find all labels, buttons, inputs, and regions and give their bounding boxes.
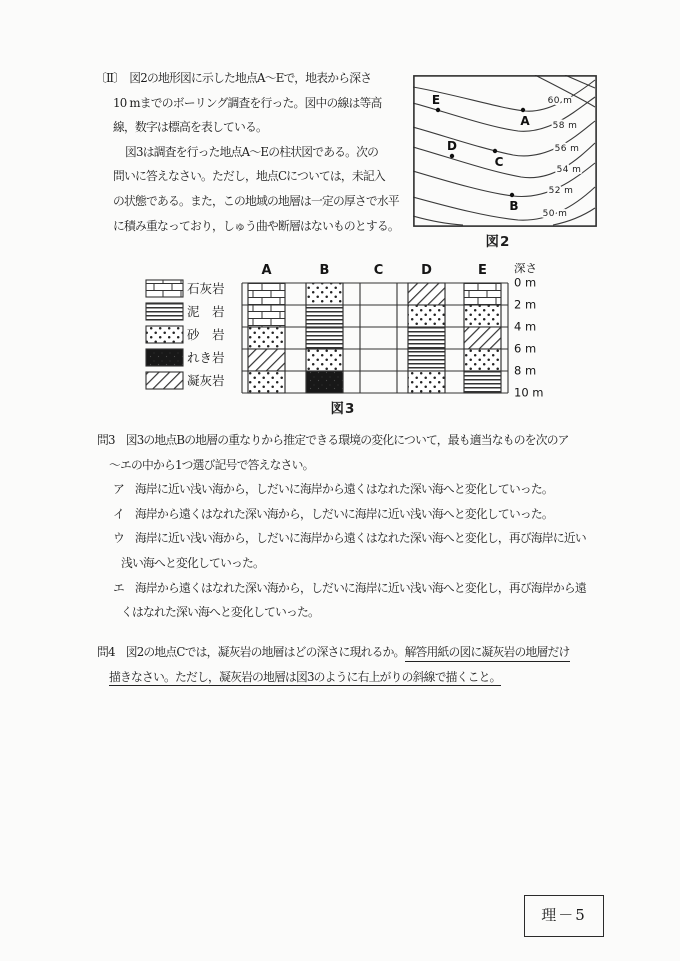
text-line <box>97 640 637 665</box>
survey-point-dot <box>521 108 525 112</box>
text-line: イ 海岸から遠くはなれた深い海から，しだいに海岸に近い浅い海へと変化していった。 <box>113 506 553 521</box>
stratum-cell-mudstone <box>408 349 445 371</box>
column-header: A <box>261 263 272 278</box>
legend-swatch-conglomerate <box>146 349 183 366</box>
text-line: 問いに答えなさい。ただし，地点Cについては，未記入 <box>113 169 385 184</box>
underlined-instruction: 解答用紙の図に凝灰岩の地層だけ <box>405 645 570 662</box>
text-line: 浅い海へと変化していった。 <box>121 555 264 570</box>
survey-point-dot <box>510 193 514 197</box>
stratum-cell-sandstone <box>248 327 285 349</box>
depth-tick-label: 2 m <box>514 297 537 312</box>
stratum-cell-mudstone <box>306 305 343 327</box>
page-number-box: 理－5 <box>524 895 604 937</box>
text-line: 図3は調査を行った地点A～Eの柱状図である。次の <box>125 144 379 159</box>
stratum-cell-mudstone <box>408 327 445 349</box>
question4-block <box>97 640 637 689</box>
elevation-label: 60 m <box>547 96 573 106</box>
stratum-cell-limestone <box>248 283 285 305</box>
text-line: 問3 図3の地点Bの地層の重なりから推定できる環境の変化について，最も適当なものを次のア <box>97 433 569 447</box>
legend-swatch-sandstone <box>146 326 183 343</box>
contour-map-figure <box>413 75 597 227</box>
text-line: の状態である。また，この地域の地層は一定の厚さで水平 <box>113 193 399 208</box>
survey-point-label: C <box>494 155 504 169</box>
figure3-chart <box>140 263 552 403</box>
text-line: に積み重なっており，しゅう曲や断層はないものとする。 <box>113 218 399 233</box>
text-segment: 問4 図2の地点Cでは，凝灰岩の地層はどの深さに現れるか。 <box>97 645 405 659</box>
figure2-map <box>413 75 597 231</box>
depth-tick-label: 6 m <box>514 341 537 356</box>
stratum-cell-sandstone <box>464 305 501 327</box>
legend-label: 砂 岩 <box>187 327 225 342</box>
stratum-cell-sandstone <box>306 283 343 305</box>
stratum-cell-sandstone <box>306 349 343 371</box>
stratum-cell-mudstone <box>464 371 501 393</box>
text-line: ア 海岸に近い浅い海から，しだいに海岸から遠くはなれた深い海へと変化していった。 <box>113 482 553 497</box>
legend-swatch-tuff <box>146 372 183 389</box>
stratum-cell-sandstone <box>408 371 445 393</box>
figure3-caption: 図3 <box>330 401 356 417</box>
stratum-cell-mudstone <box>306 327 343 349</box>
column-header: B <box>319 263 330 278</box>
text-line: 〔Ⅱ〕 図2の地形図に示した地点A～Eで，地表から深さ <box>95 71 372 85</box>
survey-point-label: D <box>447 139 457 153</box>
survey-point-label: A <box>520 114 530 128</box>
elevation-label: 58 m <box>552 121 578 131</box>
legend-swatch-mudstone <box>146 303 183 320</box>
legend-label: 泥 岩 <box>187 304 225 319</box>
survey-point-dot <box>493 149 497 153</box>
stratum-cell-tuff <box>408 283 445 305</box>
stratum-cell-tuff <box>464 327 501 349</box>
question3-block <box>97 428 637 625</box>
figure2-caption: 図2 <box>485 234 511 250</box>
legend-label: れき岩 <box>187 350 225 365</box>
text-line: ウ 海岸に近い浅い海から，しだいに海岸から遠くはなれた深い海へと変化し，再び海岸に近い <box>113 531 586 546</box>
stratum-cell-limestone <box>248 305 285 327</box>
elevation-label: 50 m <box>542 209 568 219</box>
survey-point-label: B <box>509 199 519 213</box>
survey-point-label: E <box>431 93 441 107</box>
legend-swatch-limestone <box>146 280 183 297</box>
elevation-label: 54 m <box>556 165 582 175</box>
columnar-section-figure <box>140 263 552 399</box>
contour-line <box>413 216 463 225</box>
text-line: 線，数字は標高を表している。 <box>113 120 267 135</box>
elevation-label: 52 m <box>548 186 574 196</box>
depth-tick-label: 8 m <box>514 363 537 378</box>
contour-line <box>565 75 595 88</box>
underlined-instruction: 描きなさい。ただし，凝灰岩の地層は図3のように右上がりの斜線で描くこと。 <box>109 670 501 687</box>
column-header: E <box>478 263 487 278</box>
intro-paragraph <box>95 66 435 238</box>
survey-point-dot <box>450 154 454 158</box>
legend-label: 石灰岩 <box>187 281 225 296</box>
column-header: C <box>373 263 384 278</box>
column-header: D <box>421 263 432 278</box>
stratum-cell-conglomerate <box>306 371 343 393</box>
text-line: ～エの中から1つ選び記号で答えなさい。 <box>109 457 314 472</box>
text-line: 10 mまでのボーリング調査を行った。図中の線は等高 <box>113 95 382 110</box>
survey-point-dot <box>436 108 440 112</box>
depth-tick-label: 10 m <box>514 385 544 399</box>
stratum-cell-sandstone <box>464 349 501 371</box>
text-line: エ 海岸から遠くはなれた深い海から，しだいに海岸に近い浅い海へと変化し，再び海岸から遠 <box>113 580 586 595</box>
depth-axis-title: 深さ <box>514 263 537 275</box>
depth-tick-label: 4 m <box>514 319 537 334</box>
stratum-cell-sandstone <box>248 371 285 393</box>
depth-tick-label: 0 m <box>514 275 537 290</box>
elevation-label: 56 m <box>554 144 580 154</box>
text-line <box>109 665 637 690</box>
legend-label: 凝灰岩 <box>187 373 225 388</box>
stratum-cell-tuff <box>248 349 285 371</box>
text-line: くはなれた深い海へと変化していった。 <box>121 605 319 620</box>
stratum-cell-sandstone <box>408 305 445 327</box>
stratum-cell-limestone <box>464 283 501 305</box>
